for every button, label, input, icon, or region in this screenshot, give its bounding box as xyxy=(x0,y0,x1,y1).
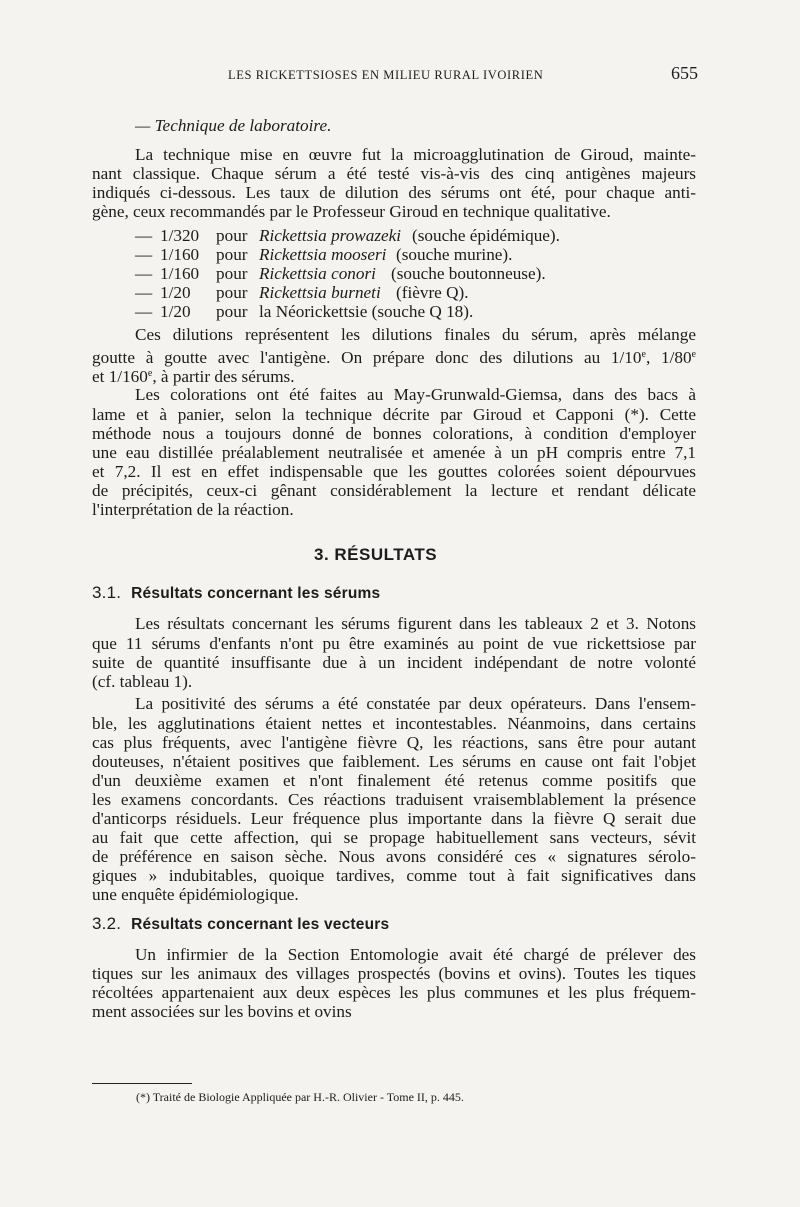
page: LES RICKETTSIOSES EN MILIEU RURAL IVOIRIEN 655 — Technique de laboratoire. La technique mise en œuvre fut la microagglutination de Giroud, mainte- nant classique. Chaque sérum a été testé vis-à-vis des cinq antigènes majeurs indiqués ci-dessous. Les taux de dilution des sérums ont été, pour chaque anti- gène, ceux recommandés par le Professeur Giroud en technique qualitative. — 1/320 pour Rickettsia prowazeki (souche épidémique). — 1/160 pour Rickettsia mooseri (souche murine). — 1/160 pour Rickettsia conori (souche boutonneuse). — 1/20 pour Rickettsia burneti (fièvre Q). — 1/20 pour la Néorickettsie (souche Q 18). Ces dilutions représentent les dilutions finales du sérum, après mélange goutte à goutte avec l'antigène. On prépare donc des dilutions au 1/10e, 1/80e et 1/160e, à partir des sérums. Les colorations ont été faites au May-Grunwald-Giemsa, dans des bacs à lame et à panier, selon la technique décrite par Giroud et Capponi (*). Cette méthode nous a toujours donné de bonnes colorations, à condition d'employer une eau distillée préalablement neutralisée et amenée à un pH compris entre 7,1 et 7,2. Il est en effet indispensable que les gouttes colorées soient dépourvues de précipités, ceux-ci gênant considérablement la lecture et rendant délicate l'interprétation de la réaction. 3. RÉSULTATS 3.1. Résultats concernant les sérums Les résultats concernant les sérums figurent dans les tableaux 2 et 3. Notons que 11 sérums d'enfants n'ont pu être examinés au point de vue rickettsiose par suite de quantité insuffisante due à un incident indépendant de notre volonté (cf. tableau 1). La positivité des sérums a été constatée par deux opérateurs. Dans l'ensem- ble, les agglutinations étaient nettes et incontestables. Néanmoins, dans certains cas plus fréquents, avec l'antigène fièvre Q, les réactions, sans être pour autant douteuses, n'étaient positives que faiblement. Les sérums en cause ont fait l'objet d'un deuxième examen et n'ont finalement été retenus comme positifs que les examens concordants. Ces réactions traduisent vraisemblablement la présence d'anticorps résiduels. Leur fréquence plus importante dans la fièvre Q serait due au fait que cette affection, qui se propage habituellement sans vecteurs, sévit de préférence en saison sèche. Nous avons considéré ces « signatures sérolo- giques » indubitables, quoique tardives, comme tout à fait significatives dans une enquête épidémiologique. 3.2. Résultats concernant les vecteurs Un infirmier de la Section Entomologie avait été chargé de prélever des tiques sur les animaux des villages prospectés (bovins et ovins). Toutes les tiques récoltées appartenaient aux deux espèces les plus communes et les plus fréquem- ment associées sur les bovins et ovins (*) Traité de Biologie Appliquée par H.-R. Olivier - Tome II, p. 445. xyxy=(0,0,800,1207)
text-line: Les colorations ont été faites au May-Grunwald-Giemsa, dans des bacs à xyxy=(135,385,696,404)
subtitle-technique: — Technique de laboratoire. xyxy=(135,116,332,135)
text-line: de précipités, ceux-ci gênant considérablement la lecture et rendant délicate xyxy=(92,481,696,500)
text-line: tiques sur les animaux des villages prospectés (bovins et ovins). Toutes les tiques xyxy=(92,964,696,983)
text-line: La positivité des sérums a été constatée par deux opérateurs. Dans l'ensem- xyxy=(135,694,696,713)
text-line: douteuses, n'étaient positives que faiblement. Les sérums en cause ont fait l'objet xyxy=(92,752,696,771)
footnote: (*) Traité de Biologie Appliquée par H.-R. Olivier - Tome II, p. 445. xyxy=(136,1090,464,1104)
text-line: lame et à panier, selon la technique décrite par Giroud et Capponi (*). Cette xyxy=(92,405,696,424)
text-line: d'anticorps résiduels. Leur fréquence plus importante dans la fièvre Q serait due xyxy=(92,809,696,828)
text-line: et 1/160e, à partir des sérums. xyxy=(92,367,295,386)
running-header xyxy=(228,63,698,83)
text-line: giques » indubitables, quoique tardives, comme tout à fait significatives dans xyxy=(92,866,696,885)
text-line: gène, ceux recommandés par le Professeur Giroud en technique qualitative. xyxy=(92,202,611,221)
running-title: LES RICKETTSIOSES EN MILIEU RURAL IVOIRIEN xyxy=(228,68,544,82)
text-line: nant classique. Chaque sérum a été testé vis-à-vis des cinq antigènes majeurs xyxy=(92,164,696,183)
text-line: (cf. tableau 1). xyxy=(92,672,193,691)
text-line: ment associées sur les bovins et ovins xyxy=(92,1002,352,1021)
text-line: Les résultats concernant les sérums figurent dans les tableaux 2 et 3. Notons xyxy=(135,614,696,633)
text-line: et 7,2. Il est en effet indispensable que les gouttes colorées soient dépourvues xyxy=(92,462,696,481)
text-line: récoltées appartenaient aux deux espèces les plus communes et les plus fréquem- xyxy=(92,983,696,1002)
subsection-heading-serums: 3.1. Résultats concernant les sérums xyxy=(92,583,381,602)
text-line: indiqués ci-dessous. Les taux de dilution des sérums ont été, pour chaque anti- xyxy=(92,183,696,202)
section-heading-resultats: 3. RÉSULTATS xyxy=(314,545,438,564)
text-line: les examens concordants. Ces réactions traduisent vraisemblablement la présence xyxy=(92,790,696,809)
text-line: suite de quantité insuffisante due à un incident indépendant de notre volonté xyxy=(92,653,696,672)
text-line: une enquête épidémiologique. xyxy=(92,885,299,904)
text-line: l'interprétation de la réaction. xyxy=(92,500,294,519)
text-line: La technique mise en œuvre fut la microagglutination de Giroud, mainte- xyxy=(135,145,696,164)
text-line: au fait que cette affection, qui se propage habituellement sans vecteurs, sévit xyxy=(92,828,696,847)
page-number: 655 xyxy=(671,63,698,83)
text-line: goutte à goutte avec l'antigène. On prépare donc des dilutions au 1/10e, 1/80e xyxy=(92,348,696,367)
text-line: que 11 sérums d'enfants n'ont pu être examinés au point de vue rickettsiose par xyxy=(92,634,696,653)
text-line: cas plus fréquents, avec l'antigène fièvre Q, les réactions, sans être pour autant xyxy=(92,733,696,752)
subsection-heading-vecteurs: 3.2. Résultats concernant les vecteurs xyxy=(92,914,390,933)
text-line: une eau distillée préalablement neutralisée et amenée à un pH compris entre 7,1 xyxy=(92,443,696,462)
text-line: Ces dilutions représentent les dilutions finales du sérum, après mélange xyxy=(135,325,696,344)
footnote-rule xyxy=(92,1083,192,1084)
text-line: ble, les agglutinations étaient nettes et incontestables. Néanmoins, dans certains xyxy=(92,714,696,733)
text-line: de préférence en saison sèche. Nous avons considéré ces « signatures sérolo- xyxy=(92,847,696,866)
text-line: d'un deuxième examen et n'ont finalement été retenus comme positifs que xyxy=(92,771,696,790)
text-line: méthode nous a toujours donné de bonnes colorations, à condition d'employer xyxy=(92,424,696,443)
text-line: Un infirmier de la Section Entomologie avait été chargé de prélever des xyxy=(135,945,696,964)
